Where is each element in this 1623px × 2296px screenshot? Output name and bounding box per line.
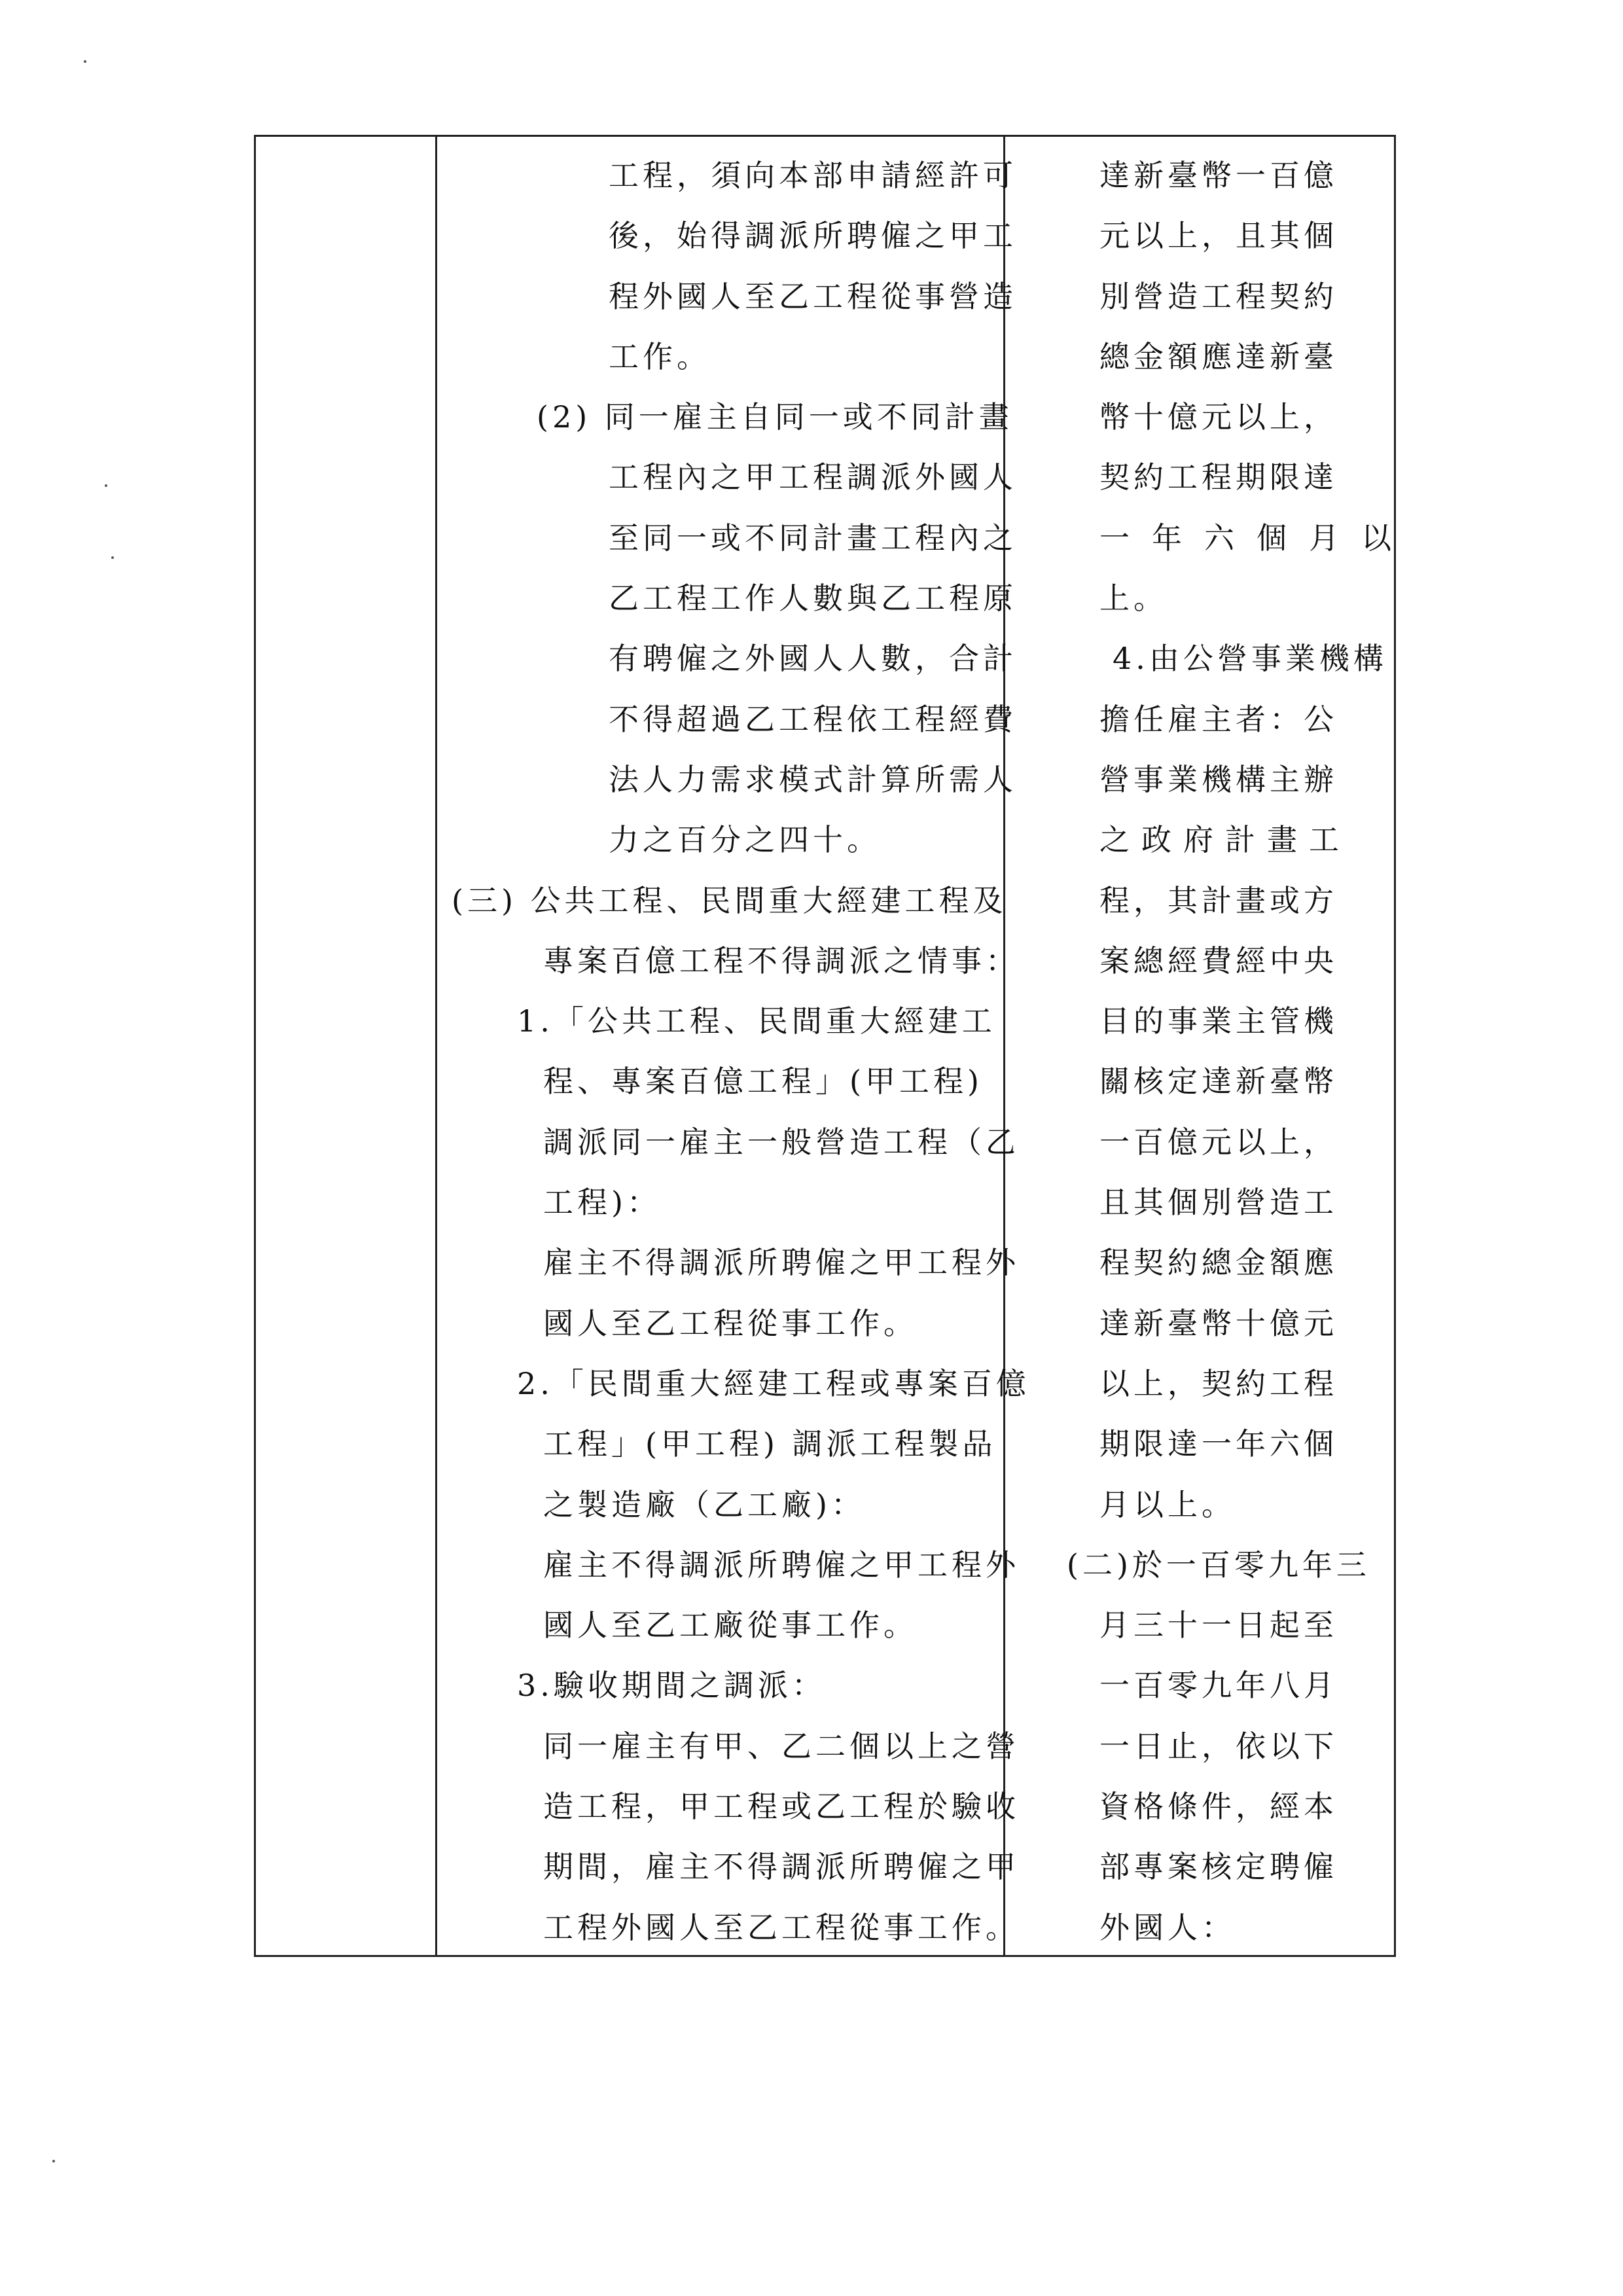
text-line: 之製造廠（乙工廠)： (543, 1486, 865, 1522)
text-line: 4.由公營事業機構 (1113, 641, 1387, 677)
text-line: 之政府計畫工 (1099, 822, 1351, 858)
text-line: 以上，契約工程 (1099, 1365, 1338, 1401)
text-line: 雇主不得調派所聘僱之甲工程外 (543, 1547, 1020, 1583)
text-line: 期限達一年六個 (1099, 1426, 1338, 1462)
scan-speck (84, 60, 86, 63)
text-line: 元以上，且其個 (1099, 218, 1338, 254)
text-line: 造工程，甲工程或乙工程於驗收 (543, 1789, 1020, 1825)
text-line: 且其個別營造工 (1099, 1185, 1338, 1221)
text-line: 法人力需求模式計算所需人 (609, 761, 1017, 797)
text-line: 力之百分之四十。 (609, 822, 881, 858)
text-line: 後，始得調派所聘僱之甲工 (609, 218, 1017, 254)
scan-speck (52, 2160, 55, 2162)
text-line: 同一雇主有甲、乙二個以上之營 (543, 1728, 1020, 1764)
text-line: 資格條件，經本 (1099, 1789, 1338, 1825)
text-line: 一年六個月以 (1099, 520, 1414, 556)
text-line: 調派同一雇主一般營造工程（乙 (543, 1124, 1020, 1160)
column-divider-left (435, 135, 437, 1957)
text-line: 雇主不得調派所聘僱之甲工程外 (543, 1245, 1020, 1281)
text-line: 關核定達新臺幣 (1099, 1064, 1338, 1100)
text-line: 工程，須向本部申請經許可 (609, 158, 1017, 193)
text-line: 工程)： (543, 1185, 661, 1221)
text-line: 一日止，依以下 (1099, 1728, 1338, 1764)
text-line: 別營造工程契約 (1099, 278, 1338, 314)
text-line: (二)於一百零九年三 (1067, 1547, 1370, 1583)
text-line: 程契約總金額應 (1099, 1245, 1338, 1281)
text-line: 總金額應達新臺 (1099, 338, 1338, 374)
text-line: 幣十億元以上， (1099, 399, 1338, 435)
text-line: 程外國人至乙工程從事營造 (609, 278, 1017, 314)
right-column (1021, 145, 1414, 1958)
text-line: 工程」(甲工程) 調派工程製品 (543, 1426, 997, 1462)
text-line: 程，其計畫或方 (1099, 882, 1338, 918)
text-line: 部專案核定聘僱 (1099, 1849, 1338, 1885)
scan-speck (111, 556, 114, 559)
text-line: 一百億元以上， (1099, 1124, 1338, 1160)
text-line: (2) 同一雇主自同一或不同計畫 (537, 399, 1013, 435)
text-line: 月三十一日起至 (1099, 1607, 1338, 1643)
text-line: 案總經費經中央 (1099, 942, 1338, 978)
text-line: 契約工程期限達 (1099, 459, 1338, 495)
text-line: 程、專案百億工程」(甲工程) (543, 1064, 983, 1100)
text-line: 至同一或不同計畫工程內之 (609, 520, 1017, 556)
text-line: 不得超過乙工程依工程經費 (609, 701, 1017, 737)
text-line: 1.「公共工程、民間重大經建工 (517, 1003, 996, 1039)
text-line: 2.「民間重大經建工程或專案百億 (517, 1365, 1030, 1401)
text-line: 目的事業主管機 (1099, 1003, 1338, 1039)
text-line: 有聘僱之外國人人數，合計 (609, 641, 1017, 677)
text-line: 工程外國人至乙工程從事工作。 (543, 1909, 1020, 1945)
text-line: 一百零九年八月 (1099, 1668, 1338, 1704)
text-line: 營事業機構主辦 (1099, 761, 1338, 797)
text-line: 擔任雇主者：公 (1099, 701, 1338, 737)
scan-speck (105, 484, 107, 487)
text-line: 月以上。 (1099, 1486, 1236, 1522)
middle-column (452, 145, 1030, 1958)
text-line: 國人至乙工廠從事工作。 (543, 1607, 918, 1643)
text-line: 國人至乙工程從事工作。 (543, 1305, 918, 1341)
text-line: 期間，雇主不得調派所聘僱之甲 (543, 1849, 1020, 1885)
text-line: 外國人： (1099, 1909, 1236, 1945)
text-line: 達新臺幣一百億 (1099, 158, 1338, 193)
text-line: 工程內之甲工程調派外國人 (609, 459, 1017, 495)
text-line: 達新臺幣十億元 (1099, 1305, 1338, 1341)
text-line: (三) 公共工程、民間重大經建工程及 (452, 882, 1007, 918)
text-line: 乙工程工作人數與乙工程原 (609, 581, 1017, 617)
text-line: 上。 (1099, 581, 1168, 617)
text-line: 3.驗收期間之調派： (517, 1668, 826, 1704)
text-line: 專案百億工程不得調派之情事： (543, 942, 1020, 978)
text-line: 工作。 (609, 338, 711, 374)
